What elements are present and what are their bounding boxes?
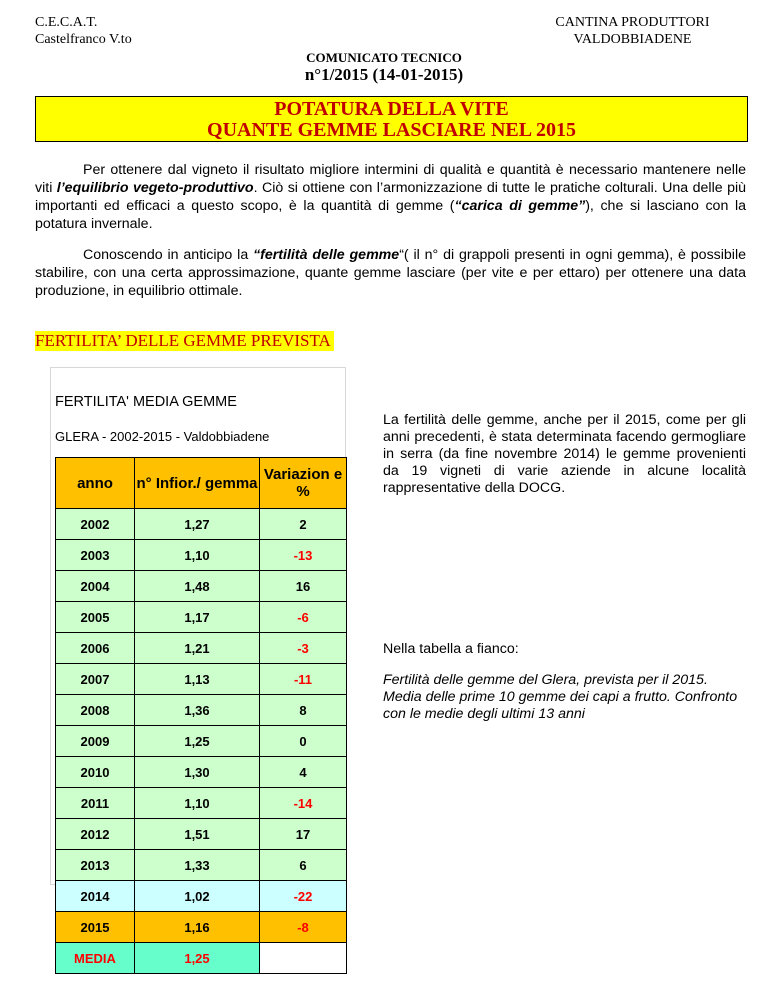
variation-cell: -6 [260, 602, 347, 633]
media-row [56, 943, 347, 974]
variation-cell: 16 [260, 571, 347, 602]
variation-cell: 4 [260, 757, 347, 788]
inflorescence-cell: 1,02 [135, 881, 260, 912]
table-row [56, 602, 347, 633]
para2-text-c: “( il n° di grappoli presenti in ogni gemma), è possibile stabilire, con una certa approssimazione, quante gemme lasciare (per vite e per ettaro) per ottenere una data produzione, in equilibrio ottimale. [35, 247, 747, 299]
table-row [56, 881, 347, 912]
para2-text-a: Conoscendo in anticipo la [83, 247, 254, 263]
header-left [35, 14, 132, 48]
table-row [56, 509, 347, 540]
method-description: La fertilità delle gemme, anche per il 2015, come per gli anni precedenti, è stata determinata facendo germogliare in serra (da fine novembre 2014) le gemme provenienti da 19 vigneti di varie aziende in alcune località rappresentative della DOCG. [383, 412, 746, 496]
fertility-table [55, 457, 347, 974]
variation-cell: 0 [260, 726, 347, 757]
inflorescence-cell: 1,17 [135, 602, 260, 633]
year-cell: 2005 [56, 602, 135, 633]
variation-cell: -8 [260, 912, 347, 943]
title-line-2: QUANTE GEMME LASCIARE NEL 2015 [207, 119, 576, 141]
media-value: 1,25 [135, 943, 260, 974]
inflorescence-cell: 1,51 [135, 819, 260, 850]
org-name: C.E.C.A.T. [35, 15, 98, 30]
cantina-name: CANTINA PRODUTTORI [555, 15, 710, 30]
inflorescence-cell: 1,16 [135, 912, 260, 943]
table-row [56, 633, 347, 664]
year-cell: 2009 [56, 726, 135, 757]
inflorescence-cell: 1,25 [135, 726, 260, 757]
year-cell: 2007 [56, 664, 135, 695]
year-cell: 2006 [56, 633, 135, 664]
variation-cell: -13 [260, 540, 347, 571]
table-header-row [56, 458, 347, 509]
inflorescence-cell: 1,21 [135, 633, 260, 664]
para1-text-e: ), che si lasciano con la potatura invernale. [35, 198, 746, 232]
year-cell: 2004 [56, 571, 135, 602]
para1-emphasis-equilibrio: l’equilibrio vegeto-produttivo [56, 180, 254, 196]
table-row [56, 912, 347, 943]
table-note-label: Nella tabella a fianco: [383, 641, 519, 657]
inflorescence-cell: 1,27 [135, 509, 260, 540]
variation-cell: 8 [260, 695, 347, 726]
table-row [56, 850, 347, 881]
table-note-description: Fertilità delle gemme del Glera, prevista per il 2015. Media delle prime 10 gemme dei capi a frutto. Confronto con le medie degli ultimi 13 anni [383, 672, 738, 722]
header-right [520, 14, 745, 48]
comunicato-label: COMUNICATO TECNICO [306, 50, 462, 65]
para1-text-a: Per ottenere dal vigneto il risultato migliore intermini di qualità e quantità è necessario mantenere nelle viti [35, 162, 746, 196]
year-cell: 2011 [56, 788, 135, 819]
table-subtitle: GLERA - 2002-2015 - Valdobbiadene [55, 429, 270, 444]
year-cell: 2015 [56, 912, 135, 943]
year-cell: 2012 [56, 819, 135, 850]
table-row [56, 788, 347, 819]
section-heading: FERTILITA’ DELLE GEMME PREVISTA [35, 331, 334, 351]
year-cell: 2008 [56, 695, 135, 726]
intro-paragraph [35, 161, 746, 233]
title-line-1: POTATURA DELLA VITE [274, 98, 509, 120]
para1-text-c: . Ciò si ottiene con l’armonizzazione di tutte le pratiche colturali. Una delle più importanti ed efficaci a questo scopo, è la quantità di gemme ( [35, 180, 746, 214]
org-location: Castelfranco V.to [35, 32, 132, 47]
year-cell: 2003 [56, 540, 135, 571]
table-row [56, 819, 347, 850]
table-row [56, 571, 347, 602]
para2-emphasis-fertilita: “fertilità delle gemme [253, 247, 400, 263]
media-label: MEDIA [56, 943, 135, 974]
inflorescence-cell: 1,36 [135, 695, 260, 726]
header-inflorescences: n° Infior./ gemma [135, 458, 260, 509]
variation-cell: 6 [260, 850, 347, 881]
para1-emphasis-carica: “carica di gemme” [454, 198, 586, 214]
variation-cell: -11 [260, 664, 347, 695]
table-row [56, 540, 347, 571]
year-cell: 2013 [56, 850, 135, 881]
inflorescence-cell: 1,10 [135, 540, 260, 571]
table-title: FERTILITA' MEDIA GEMME [55, 394, 237, 410]
header-variation: Variazion e % [260, 458, 347, 509]
inflorescence-cell: 1,10 [135, 788, 260, 819]
variation-cell: 17 [260, 819, 347, 850]
media-empty-cell [260, 943, 347, 974]
year-cell: 2002 [56, 509, 135, 540]
inflorescence-cell: 1,33 [135, 850, 260, 881]
variation-cell: -3 [260, 633, 347, 664]
variation-cell: -14 [260, 788, 347, 819]
inflorescence-cell: 1,13 [135, 664, 260, 695]
inflorescence-cell: 1,30 [135, 757, 260, 788]
inflorescence-cell: 1,48 [135, 571, 260, 602]
table-row [56, 726, 347, 757]
year-cell: 2014 [56, 881, 135, 912]
year-cell: 2010 [56, 757, 135, 788]
variation-cell: -22 [260, 881, 347, 912]
table-row [56, 695, 347, 726]
cantina-location: VALDOBBIADENE [573, 32, 692, 47]
second-paragraph [35, 246, 746, 300]
table-row [56, 757, 347, 788]
document-title [35, 96, 748, 142]
variation-cell: 2 [260, 509, 347, 540]
table-row [56, 664, 347, 695]
header-anno: anno [56, 458, 135, 509]
comunicato-number: n°1/2015 (14-01-2015) [304, 65, 464, 84]
